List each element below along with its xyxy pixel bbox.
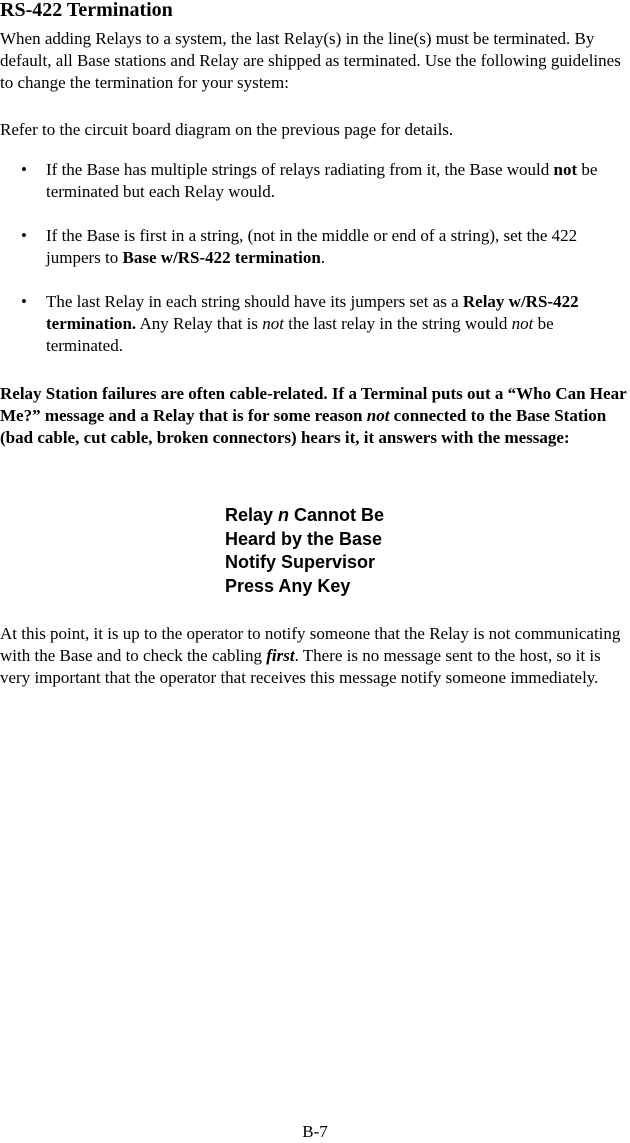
bullet-text: The last Relay in each string should have its jumpers set as a <box>46 292 463 311</box>
message-line-2: Heard by the Base <box>225 528 383 549</box>
bullet-text: If the Base is first in a string, (not in the middle or end of a string), set the 422 jumpers to <box>46 226 578 267</box>
guidelines-list <box>0 159 630 357</box>
list-item <box>0 291 630 357</box>
section-heading: RS-422 Termination <box>0 0 173 21</box>
failures-italic-text: not <box>366 406 390 425</box>
list-item <box>0 225 630 269</box>
closing-text: . There is no message sent to the host, so it is very important that the operator that receives this message notify someone immediately. <box>0 646 601 687</box>
bullet-bold-text: not <box>553 160 578 179</box>
message-line-4: Press Any Key <box>225 575 351 596</box>
message-variable: n <box>278 505 290 525</box>
message-line-3: Notify Supervisor <box>225 552 376 572</box>
bullet-icon: • <box>21 292 27 311</box>
closing-emphasis-text: first <box>266 646 295 665</box>
bullet-italic-text: not <box>262 314 284 333</box>
bullet-italic-text: not <box>511 314 534 333</box>
bullet-icon: • <box>21 226 27 245</box>
list-item <box>0 159 630 203</box>
bullet-bold-text: Base w/RS-422 termination <box>122 248 321 267</box>
bullet-text: If the Base has multiple strings of relays radiating from it, the Base would <box>46 160 554 179</box>
failures-text: Relay Station failures are often cable-related. If a Terminal puts out a “Who Can Hear Me?” message and a Relay that is for some reason <box>0 384 627 425</box>
bullet-text: be terminated. <box>46 314 554 355</box>
bullet-text: . <box>320 248 326 267</box>
bullet-bold-text: Relay w/RS-422 termination. <box>46 292 579 333</box>
bullet-icon: • <box>21 160 27 179</box>
bullet-text: be terminated but each Relay would. <box>46 160 598 201</box>
message-text: Relay <box>225 505 279 525</box>
bullet-text: the last relay in the string would <box>284 314 512 333</box>
bullet-text: Any Relay that is <box>136 314 263 333</box>
message-text: Cannot Be <box>289 505 385 525</box>
failures-text: connected to the Base Station (bad cable, cut cable, broken connectors) hears it, it answers with the message: <box>0 406 607 447</box>
message-line-1 <box>225 504 384 528</box>
relay-message-block <box>225 504 384 598</box>
page-number: B-7 <box>302 1122 328 1141</box>
refer-paragraph: Refer to the circuit board diagram on the previous page for details. <box>0 120 454 139</box>
closing-text: At this point, it is up to the operator to notify someone that the Relay is not communicating with the Base and to check the cabling <box>0 624 621 665</box>
failures-paragraph <box>0 383 630 449</box>
intro-paragraph: When adding Relays to a system, the last Relay(s) in the line(s) must be terminated. By default, all Base stations and Relay are shipped as terminated. Use the following guidelines to change the termination for your system: <box>0 29 621 92</box>
closing-paragraph <box>0 623 630 689</box>
